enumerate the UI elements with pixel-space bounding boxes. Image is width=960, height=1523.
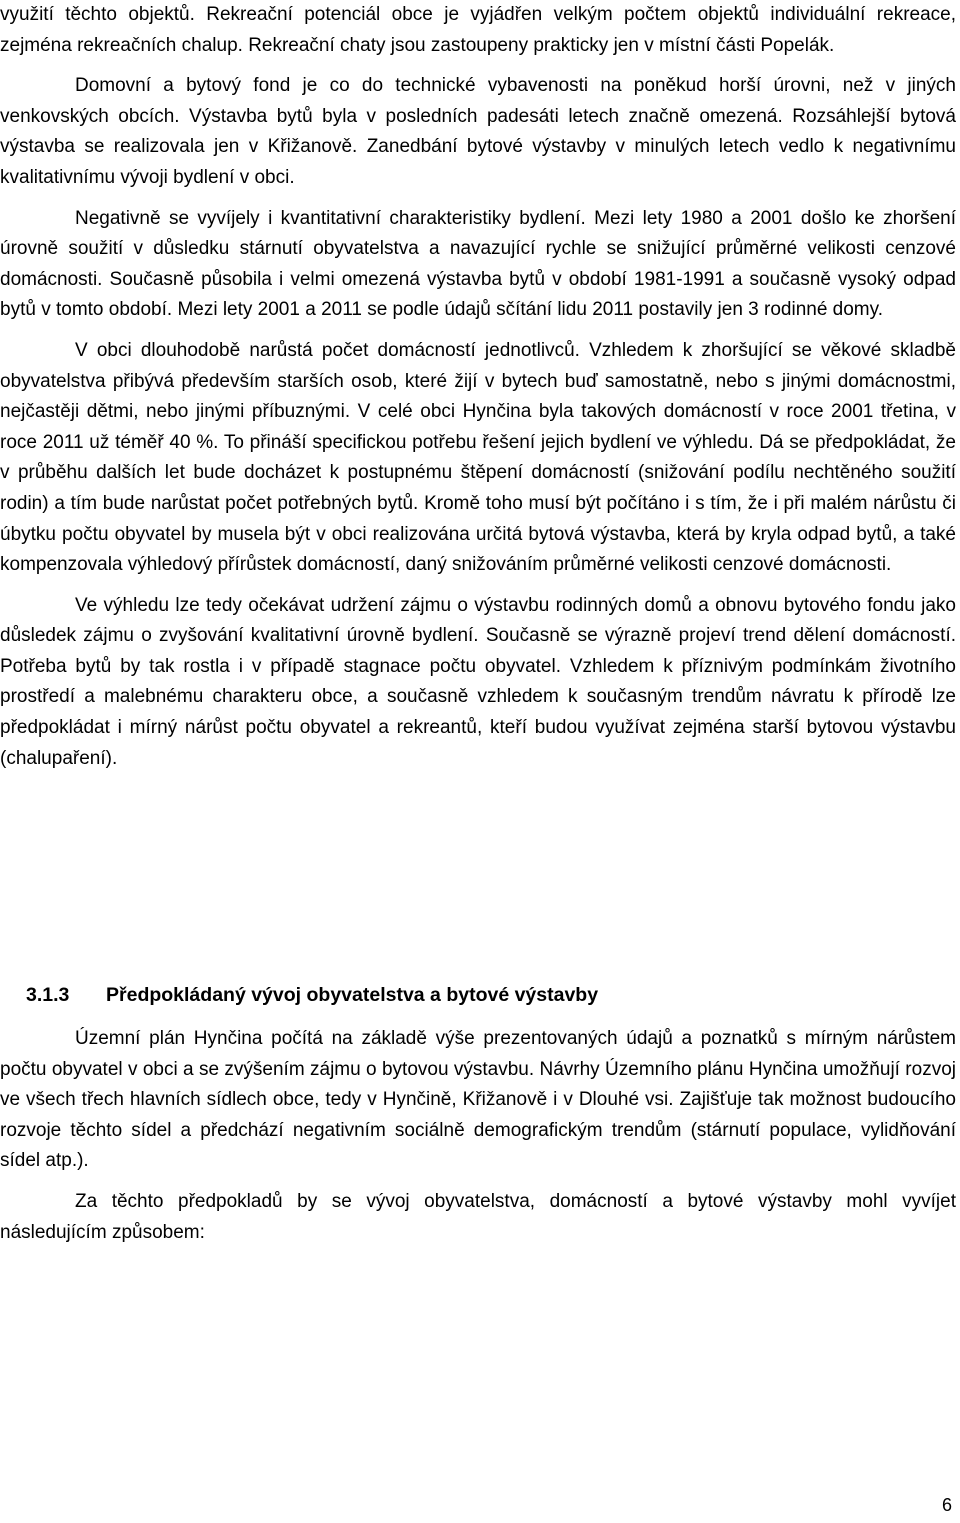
page-number: 6	[941, 1495, 952, 1515]
paragraph-rekreace: využití těchto objektů. Rekreační potenciál obce je vyjádřen velkým počtem objektů individuální rekreace, zejména rekreačních chalup. Rekreační chaty jsou zastoupeny prakticky jen v místní části Popelák.	[0, 4, 956, 56]
section-number: 3.1.3	[26, 984, 70, 1006]
paragraph-kvantitativni: Negativně se vyvíjely i kvantitativní charakteristiky bydlení. Mezi lety 1980 a 2001 došlo ke zhoršení úrovně soužití v důsledku stárnutí obyvatelstva a navazující rychle se snižující průměrné velikosti cenzové domácnosti. Současně působila i velmi omezená výstavba bytů v období 1981-1991 a současně vysoký odpad bytů v tomto období. Mezi lety 2001 a 2011 se podle údajů sčítání lidu 2011 postavily jen 3 rodinné domy.	[0, 207, 956, 321]
paragraph-domovni-fond: Domovní a bytový fond je co do technické vybavenosti na poněkud horší úrovni, než v jiných venkovských obcích. Výstavba bytů byla v posledních padesáti letech značně omezená. Rozsáhlejší bytová výstavba se realizovala jen v Křižanově. Zanedbání bytové výstavby v minulých letech vedlo k negativnímu kvalitativnímu vývoji bydlení v obci.	[0, 75, 956, 188]
section-heading	[26, 980, 598, 1010]
section-title: Předpokládaný vývoj obyvatelstva a bytové výstavby	[106, 984, 599, 1006]
paragraph-predpoklady: Za těchto předpokladů by se vývoj obyvatelstva, domácností a bytové výstavby mohl vyvíjet následujícím způsobem:	[0, 1190, 956, 1243]
paragraph-domacnosti: V obci dlouhodobě narůstá počet domácností jednotlivců. Vzhledem k zhoršující se věkové skladbě obyvatelstva přibývá především starších osob, které žijí v bytech buď samostatně, nebo s jinými domácnostmi, nejčastěji dětmi, nebo jinými příbuznými. V celé obci Hynčina byla takových domácností v roce 2001 třetina, v roce 2011 už téměř 40 %. To přináší specifickou potřebu řešení jejich bydlení ve výhledu. Dá se předpokládat, že v průběhu dalších let bude docházet k postupnému štěpení domácností (snižování podílu nechtěného soužití rodin) a tím bude narůstat počet potřebných bytů. Kromě toho musí být počítáno i s tím, že i při malém nárůstu či úbytku počtu obyvatel by musela být v obci realizována určitá bytová výstavba, která by kryla odpad bytů, a také kompenzovala výhledový přírůstek domácností, daný snižováním průměrné velikosti cenzové domácnosti.	[0, 339, 956, 576]
paragraph-vyhled: Ve výhledu lze tedy očekávat udržení zájmu o výstavbu rodinných domů a obnovu bytového fondu jako důsledek zájmu o zvyšování kvalitativní úrovně bydlení. Současně se výrazně projeví trend dělení domácností. Potřeba bytů by tak rostla i v případě stagnace počtu obyvatel. Vzhledem k příznivým podmínkám životního prostředí a malebnému charakteru obce, a současně vzhledem k současným trendům návratu k přírodě lze předpokládat i mírný nárůst počtu obyvatel a rekreantů, kteří budou využívat zejména starší bytovou výstavbu (chalupaření).	[0, 594, 956, 769]
text-block-section	[0, 1024, 956, 1248]
paragraph-uzemni-plan: Územní plán Hynčina počítá na základě výše prezentovaných údajů a poznatků s mírným nárůstem počtu obyvatel v obci a se zvýšením zájmu o bytovou výstavbu. Návrhy Územního plánu Hynčina umožňují rozvoj ve všech třech hlavních sídlech obce, tedy v Hynčině, Křižanově i v Dlouhé vsi. Zajišťuje tak možnost budoucího rozvoje těchto sídel a předchází negativním sociálně demografickým trendům (stárnutí populace, vylidňování sídel atp.).	[0, 1028, 956, 1172]
